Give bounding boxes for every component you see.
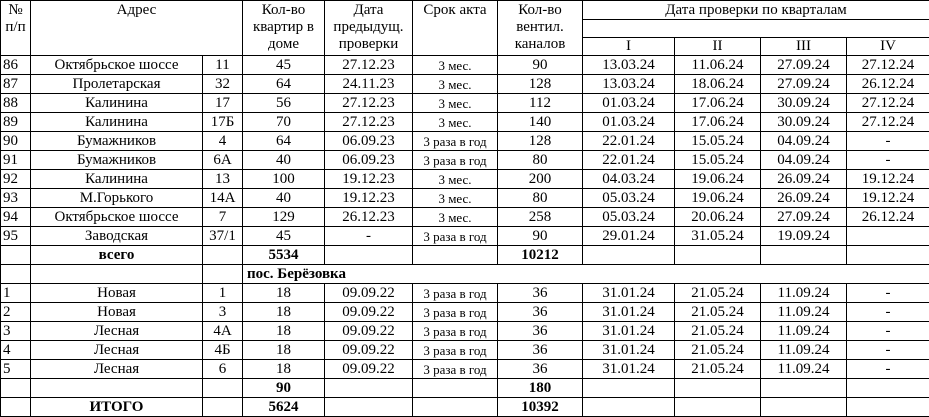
apartments-count: 40 xyxy=(243,151,325,170)
check-date-q2: 21.05.24 xyxy=(675,341,761,360)
apartments-count: 18 xyxy=(243,341,325,360)
house-number: 4А xyxy=(203,322,243,341)
check-date-q2: 15.05.24 xyxy=(675,132,761,151)
check-date-q3: 11.09.24 xyxy=(761,322,847,341)
act-term: 3 мес. xyxy=(413,75,498,94)
act-term: 3 мес. xyxy=(413,113,498,132)
house-number: 4 xyxy=(203,132,243,151)
check-date-q3: 27.09.24 xyxy=(761,75,847,94)
total-label: ИТОГО xyxy=(31,398,203,417)
total-channels: 10392 xyxy=(498,398,583,417)
total-blank xyxy=(203,379,243,398)
apartments-count: 64 xyxy=(243,75,325,94)
act-term: 3 раза в год xyxy=(413,227,498,246)
act-term: 3 раза в год xyxy=(413,341,498,360)
total-blank xyxy=(675,379,761,398)
house-number: 6А xyxy=(203,151,243,170)
street: Октябрьское шоссе xyxy=(31,208,203,227)
check-date-q2: 17.06.24 xyxy=(675,113,761,132)
check-date-q2: 19.06.24 xyxy=(675,170,761,189)
row-number: 92 xyxy=(1,170,31,189)
check-date-q4: 27.12.24 xyxy=(847,56,929,75)
total-channels: 10212 xyxy=(498,246,583,265)
header-term: Срок акта xyxy=(413,1,498,56)
total-blank xyxy=(413,379,498,398)
house-number: 14А xyxy=(203,189,243,208)
header-row xyxy=(1,1,929,20)
row-number: 4 xyxy=(1,341,31,360)
prev-check-date: 24.11.23 xyxy=(325,75,413,94)
check-date-q4: - xyxy=(847,322,929,341)
channels-count: 36 xyxy=(498,341,583,360)
table-row xyxy=(1,113,929,132)
table-row xyxy=(1,303,929,322)
check-date-q4: - xyxy=(847,360,929,379)
prev-check-date: 26.12.23 xyxy=(325,208,413,227)
check-date-q4: 26.12.24 xyxy=(847,75,929,94)
street: Лесная xyxy=(31,360,203,379)
check-date-q3: 11.09.24 xyxy=(761,360,847,379)
table-row xyxy=(1,208,929,227)
check-date-q1: 05.03.24 xyxy=(583,208,675,227)
act-term: 3 мес. xyxy=(413,94,498,113)
total-row xyxy=(1,246,929,265)
total-channels: 180 xyxy=(498,379,583,398)
apartments-count: 70 xyxy=(243,113,325,132)
check-date-q2: 21.05.24 xyxy=(675,322,761,341)
check-date-q3: 30.09.24 xyxy=(761,94,847,113)
house-number: 17Б xyxy=(203,113,243,132)
table-row xyxy=(1,170,929,189)
row-number: 91 xyxy=(1,151,31,170)
row-number: 87 xyxy=(1,75,31,94)
check-date-q3: 11.09.24 xyxy=(761,303,847,322)
street: Бумажников xyxy=(31,132,203,151)
total-blank xyxy=(761,246,847,265)
check-date-q2: 31.05.24 xyxy=(675,227,761,246)
table-row xyxy=(1,75,929,94)
channels-count: 36 xyxy=(498,303,583,322)
apartments-count: 18 xyxy=(243,303,325,322)
house-number: 4Б xyxy=(203,341,243,360)
check-date-q4: - xyxy=(847,284,929,303)
prev-check-date: 27.12.23 xyxy=(325,113,413,132)
check-date-q2: 21.05.24 xyxy=(675,360,761,379)
check-date-q2: 17.06.24 xyxy=(675,94,761,113)
check-date-q4: - xyxy=(847,341,929,360)
total-label xyxy=(31,379,203,398)
house-number: 1 xyxy=(203,284,243,303)
total-blank xyxy=(1,379,31,398)
street: Лесная xyxy=(31,341,203,360)
total-row xyxy=(1,379,929,398)
check-date-q2: 20.06.24 xyxy=(675,208,761,227)
row-number: 93 xyxy=(1,189,31,208)
check-date-q4: 26.12.24 xyxy=(847,208,929,227)
check-date-q1: 04.03.24 xyxy=(583,170,675,189)
prev-check-date: 06.09.23 xyxy=(325,132,413,151)
total-blank xyxy=(413,246,498,265)
total-blank xyxy=(847,379,929,398)
street: Лесная xyxy=(31,322,203,341)
check-date-q4: 19.12.24 xyxy=(847,170,929,189)
check-date-q3: 26.09.24 xyxy=(761,189,847,208)
channels-count: 112 xyxy=(498,94,583,113)
total-blank xyxy=(761,379,847,398)
row-number: 95 xyxy=(1,227,31,246)
apartments-count: 18 xyxy=(243,360,325,379)
check-date-q4: 19.12.24 xyxy=(847,189,929,208)
act-term: 3 раза в год xyxy=(413,151,498,170)
check-date-q2: 21.05.24 xyxy=(675,284,761,303)
apartments-count: 129 xyxy=(243,208,325,227)
street: Октябрьское шоссе xyxy=(31,56,203,75)
channels-count: 140 xyxy=(498,113,583,132)
total-label: всего xyxy=(31,246,203,265)
total-blank xyxy=(847,246,929,265)
prev-check-date: - xyxy=(325,227,413,246)
check-date-q1: 05.03.24 xyxy=(583,189,675,208)
house-number: 17 xyxy=(203,94,243,113)
street: Калинина xyxy=(31,113,203,132)
table-row xyxy=(1,360,929,379)
check-date-q1: 31.01.24 xyxy=(583,303,675,322)
total-blank xyxy=(203,246,243,265)
check-date-q4: - xyxy=(847,151,929,170)
header-num: № п/п xyxy=(1,1,31,56)
row-number: 90 xyxy=(1,132,31,151)
check-date-q1: 01.03.24 xyxy=(583,113,675,132)
prev-check-date: 27.12.23 xyxy=(325,94,413,113)
house-number: 11 xyxy=(203,56,243,75)
check-date-q3: 04.09.24 xyxy=(761,132,847,151)
check-date-q2: 21.05.24 xyxy=(675,303,761,322)
total-blank xyxy=(583,246,675,265)
check-date-q2: 15.05.24 xyxy=(675,151,761,170)
check-date-q1: 31.01.24 xyxy=(583,360,675,379)
channels-count: 80 xyxy=(498,151,583,170)
check-date-q4 xyxy=(847,227,929,246)
check-date-q3: 27.09.24 xyxy=(761,208,847,227)
prev-check-date: 27.12.23 xyxy=(325,56,413,75)
row-number: 94 xyxy=(1,208,31,227)
row-number: 86 xyxy=(1,56,31,75)
total-apartments: 5534 xyxy=(243,246,325,265)
table-row xyxy=(1,132,929,151)
table-row xyxy=(1,151,929,170)
header-spacer xyxy=(583,20,929,38)
street: Калинина xyxy=(31,170,203,189)
total-apartments: 90 xyxy=(243,379,325,398)
house-number: 13 xyxy=(203,170,243,189)
check-date-q3: 30.09.24 xyxy=(761,113,847,132)
check-date-q1: 31.01.24 xyxy=(583,322,675,341)
channels-count: 80 xyxy=(498,189,583,208)
header-quarter-3: III xyxy=(761,38,847,56)
apartments-count: 18 xyxy=(243,284,325,303)
header-channels: Кол-во вентил. каналов xyxy=(498,1,583,56)
check-date-q3: 11.09.24 xyxy=(761,284,847,303)
header-quarter-2: II xyxy=(675,38,761,56)
act-term: 3 раза в год xyxy=(413,284,498,303)
total-apartments: 5624 xyxy=(243,398,325,417)
channels-count: 36 xyxy=(498,284,583,303)
act-term: 3 раза в год xyxy=(413,322,498,341)
check-date-q2: 19.06.24 xyxy=(675,189,761,208)
act-term: 3 мес. xyxy=(413,56,498,75)
table-row xyxy=(1,284,929,303)
check-date-q3: 27.09.24 xyxy=(761,56,847,75)
apartments-count: 56 xyxy=(243,94,325,113)
check-date-q2: 11.06.24 xyxy=(675,56,761,75)
apartments-count: 100 xyxy=(243,170,325,189)
check-date-q1: 13.03.24 xyxy=(583,56,675,75)
table-row xyxy=(1,322,929,341)
header-quarter-4: IV xyxy=(847,38,929,56)
row-number: 1 xyxy=(1,284,31,303)
house-number: 7 xyxy=(203,208,243,227)
street: Калинина xyxy=(31,94,203,113)
prev-check-date: 09.09.22 xyxy=(325,322,413,341)
apartments-count: 45 xyxy=(243,227,325,246)
check-date-q1: 01.03.24 xyxy=(583,94,675,113)
section-blank xyxy=(203,265,243,284)
act-term: 3 раза в год xyxy=(413,303,498,322)
section-row xyxy=(1,265,929,284)
check-date-q3: 26.09.24 xyxy=(761,170,847,189)
check-date-q2: 18.06.24 xyxy=(675,75,761,94)
house-number: 6 xyxy=(203,360,243,379)
street: Бумажников xyxy=(31,151,203,170)
check-date-q4: 27.12.24 xyxy=(847,94,929,113)
table-row xyxy=(1,189,929,208)
prev-check-date: 09.09.22 xyxy=(325,360,413,379)
header-quarters-title: Дата проверки по кварталам xyxy=(583,1,929,20)
row-number: 2 xyxy=(1,303,31,322)
act-term: 3 раза в год xyxy=(413,132,498,151)
total-blank xyxy=(325,379,413,398)
row-number: 88 xyxy=(1,94,31,113)
table-row xyxy=(1,56,929,75)
section-blank xyxy=(1,265,31,284)
header-prev-date: Дата предыдущ. проверки xyxy=(325,1,413,56)
channels-count: 36 xyxy=(498,322,583,341)
check-date-q1: 29.01.24 xyxy=(583,227,675,246)
header-address: Адрес xyxy=(31,1,243,56)
act-term: 3 раза в год xyxy=(413,360,498,379)
check-date-q4: - xyxy=(847,303,929,322)
table-row xyxy=(1,227,929,246)
check-date-q3: 19.09.24 xyxy=(761,227,847,246)
channels-count: 258 xyxy=(498,208,583,227)
street: Пролетарская xyxy=(31,75,203,94)
act-term: 3 мес. xyxy=(413,189,498,208)
channels-count: 128 xyxy=(498,132,583,151)
row-number: 89 xyxy=(1,113,31,132)
check-date-q4: - xyxy=(847,132,929,151)
apartments-count: 64 xyxy=(243,132,325,151)
check-date-q1: 13.03.24 xyxy=(583,75,675,94)
apartments-count: 45 xyxy=(243,56,325,75)
prev-check-date: 19.12.23 xyxy=(325,189,413,208)
table-row xyxy=(1,341,929,360)
check-date-q1: 31.01.24 xyxy=(583,341,675,360)
section-blank xyxy=(31,265,203,284)
house-number: 3 xyxy=(203,303,243,322)
street: Новая xyxy=(31,284,203,303)
channels-count: 90 xyxy=(498,227,583,246)
apartments-count: 18 xyxy=(243,322,325,341)
total-blank xyxy=(1,246,31,265)
channels-count: 36 xyxy=(498,360,583,379)
table-row xyxy=(1,94,929,113)
row-number: 5 xyxy=(1,360,31,379)
apartments-count: 40 xyxy=(243,189,325,208)
prev-check-date: 19.12.23 xyxy=(325,170,413,189)
channels-count: 200 xyxy=(498,170,583,189)
check-date-q4: 27.12.24 xyxy=(847,113,929,132)
check-date-q1: 31.01.24 xyxy=(583,284,675,303)
house-number: 37/1 xyxy=(203,227,243,246)
street: Заводская xyxy=(31,227,203,246)
channels-count: 90 xyxy=(498,56,583,75)
row-number: 3 xyxy=(1,322,31,341)
check-date-q3: 04.09.24 xyxy=(761,151,847,170)
prev-check-date: 09.09.22 xyxy=(325,284,413,303)
check-date-q3: 11.09.24 xyxy=(761,341,847,360)
total-blank xyxy=(675,246,761,265)
prev-check-date: 09.09.22 xyxy=(325,341,413,360)
street: М.Горького xyxy=(31,189,203,208)
act-term: 3 мес. xyxy=(413,208,498,227)
house-number: 32 xyxy=(203,75,243,94)
section-title: пос. Берёзовка xyxy=(243,265,929,284)
header-apartments: Кол-во квартир в доме xyxy=(243,1,325,56)
check-date-q1: 22.01.24 xyxy=(583,132,675,151)
total-blank xyxy=(583,379,675,398)
check-date-q1: 22.01.24 xyxy=(583,151,675,170)
total-blank xyxy=(325,246,413,265)
prev-check-date: 09.09.22 xyxy=(325,303,413,322)
prev-check-date: 06.09.23 xyxy=(325,151,413,170)
act-term: 3 мес. xyxy=(413,170,498,189)
channels-count: 128 xyxy=(498,75,583,94)
header-quarter-1: I xyxy=(583,38,675,56)
street: Новая xyxy=(31,303,203,322)
